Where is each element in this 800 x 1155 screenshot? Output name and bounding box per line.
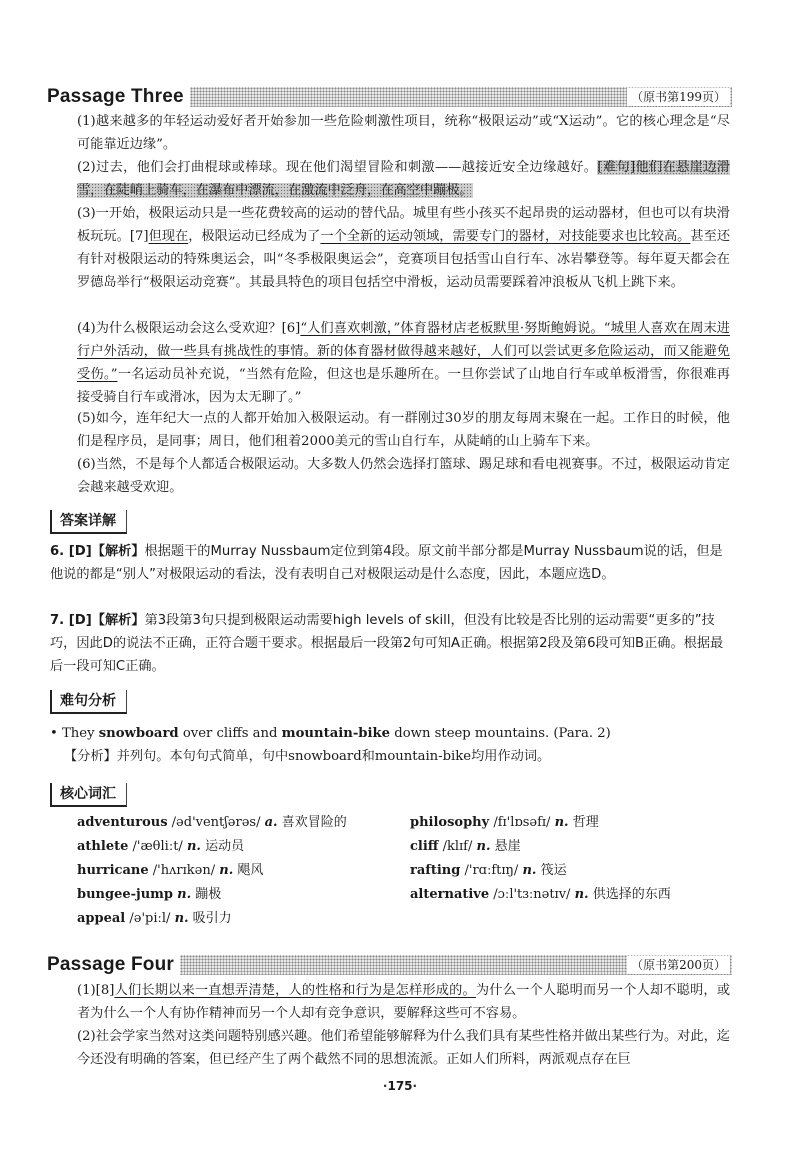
page-number: ·175· (382, 1079, 418, 1093)
passage-three-para-2: (2)过去，他们会打曲棍球或棒球。现在他们渴望冒险和刺激——越接近安全边缘越好。[难句]他们在悬崖边滑雪，在陡峭上骑车，在瀑布中漂流，在激流中泛舟，在高空中蹦极。 (77, 160, 730, 198)
passage-three-para-1: (1)越来越多的年轻运动爱好者开始参加一些危险刺激性项目，统称“极限运动”或“X运动”。它的核心理念是“尽可能靠近边缘”。 (77, 114, 730, 152)
difficult-sentence-analysis: 【分析】并列句。本句句式简单，句中snowboard和mountain-bike均用作动词。 (64, 749, 551, 764)
vocab-item: athlete /'æθliːt/ n. 运动员 (77, 839, 245, 854)
passage-four-band (180, 955, 732, 975)
vocab-item: cliff /klɪf/ n. 悬崖 (410, 839, 521, 854)
passage-three-ref: （原书第199页） (627, 88, 730, 106)
vocab-item: rafting /'rɑːftɪŋ/ n. 筏运 (410, 863, 567, 878)
vocab-item: hurricane /'hʌrɪkən/ n. 飓风 (77, 863, 264, 878)
difficult-sentence-heading-label: 难句分析 (50, 690, 127, 714)
passage-four-title: Passage Four (47, 954, 180, 976)
difficult-sentence: • They snowboard over cliffs and mountain-bike down steep mountains. (Para. 2) (50, 726, 611, 741)
passage-three-title: Passage Three (47, 86, 190, 108)
passage-four-ref: （原书第200页） (627, 956, 730, 974)
passage-three-para-4: (4)为什么极限运动会这么受欢迎？[6]“人们喜欢刺激，”体育器材店老板默里·努斯鲍姆说。“城里人喜欢在周末进行户外活动，做一些具有挑战性的事情。新的体育器材做得越来越好，人们可以尝试更多危险运动，而又能避免受伤。”一名运动员补充说，“当然有危险，但这也是乐趣所在。一旦你尝试了山地自行车或单板滑雪，你很难再接受骑自行车或滑冰，因为太无聊了。” (77, 321, 730, 405)
vocab-item: adventurous /əd'ventʃərəs/ a. 喜欢冒险的 (77, 815, 347, 830)
difficult-sentence-highlight: [难句]他们在悬崖边滑雪，在陡峭上骑车，在瀑布中漂流，在激流中泛舟，在高空中蹦极。 (77, 160, 730, 198)
vocab-item: alternative /ɔːl'tɜːnətɪv/ n. 供选择的东西 (410, 887, 671, 902)
passage-three-band (190, 87, 732, 107)
vocab-item: appeal /ə'piːl/ n. 吸引力 (77, 911, 232, 926)
vocab-item: bungee-jump n. 蹦极 (77, 887, 222, 902)
passage-four-heading (47, 952, 732, 978)
difficult-sentence-heading (50, 690, 127, 714)
answers-heading-label: 答案详解 (50, 510, 127, 534)
answer-7: 7. [D]【解析】第3段第3句只提到极限运动需要high levels of skill，但没有比较是否比别的运动需要“更多的”技巧，因此D的说法不正确，正符合题干要求。根据最后一段第2句可知A正确。根据第2段及第6段可知B正确。根据最后一段可知C正确。 (50, 613, 724, 674)
vocab-item: philosophy /fɪ'lɒsəfɪ/ n. 哲理 (410, 815, 599, 830)
passage-four-para-2: (2)社会学家当然对这类问题特别感兴趣。他们希望能够解释为什么我们具有某些性格并做出某些行为。对此，迄今还没有明确的答案，但已经产生了两个截然不同的思想流派。正如人们所料，两派观点存在巨 (77, 1029, 730, 1067)
passage-three-para-5: (5)如今，连年纪大一点的人都开始加入极限运动。有一群刚过30岁的朋友每周末聚在一起。工作日的时候，他们是程序员，是同事；周日，他们租着2000美元的雪山自行车，从陡峭的山上骑车下来。 (77, 411, 730, 449)
passage-three-para-3: (3)一开始，极限运动只是一些花费较高的运动的替代品。城里有些小孩买不起昂贵的运动器材，但也可以有块滑板玩玩。[7]但现在，极限运动已经成为了一个全新的运动领域，需要专门的器材，对技能要求也比较高。甚至还有针对极限运动的特殊奥运会，叫“冬季极限奥运会”，竞赛项目包括雪山自行车、冰岩攀登等。每年夏天都会在罗德岛举行“极限运动竞赛”。其最具特色的项目包括空中滑板，运动员需要踩着冲浪板从飞机上跳下来。 (77, 206, 731, 290)
passage-three-para-6: (6)当然，不是每个人都适合极限运动。大多数人仍然会选择打篮球、踢足球和看电视赛事。不过，极限运动肯定会越来越受欢迎。 (77, 457, 730, 495)
vocab-heading (50, 783, 127, 807)
vocab-left-column (77, 811, 347, 931)
answers-heading (50, 510, 127, 534)
passage-three-heading (47, 84, 732, 110)
passage-four-para-1: (1)[8]人们长期以来一直想弄清楚，人的性格和行为是怎样形成的。为什么一个人聪明而另一个人却不聪明，或者为什么一个人有协作精神而另一个人却有竞争意识，要解释这些可不容易。 (77, 983, 731, 1021)
vocab-heading-label: 核心词汇 (50, 783, 127, 807)
answer-6: 6. [D]【解析】根据题干的Murray Nussbaum定位到第4段。原文前半部分都是Murray Nussbaum说的话，但是他说的都是“别人”对极限运动的看法，没有表明自己对极限运动是什么态度，因此，本题应选D。 (50, 544, 723, 582)
vocab-right-column (410, 811, 671, 907)
